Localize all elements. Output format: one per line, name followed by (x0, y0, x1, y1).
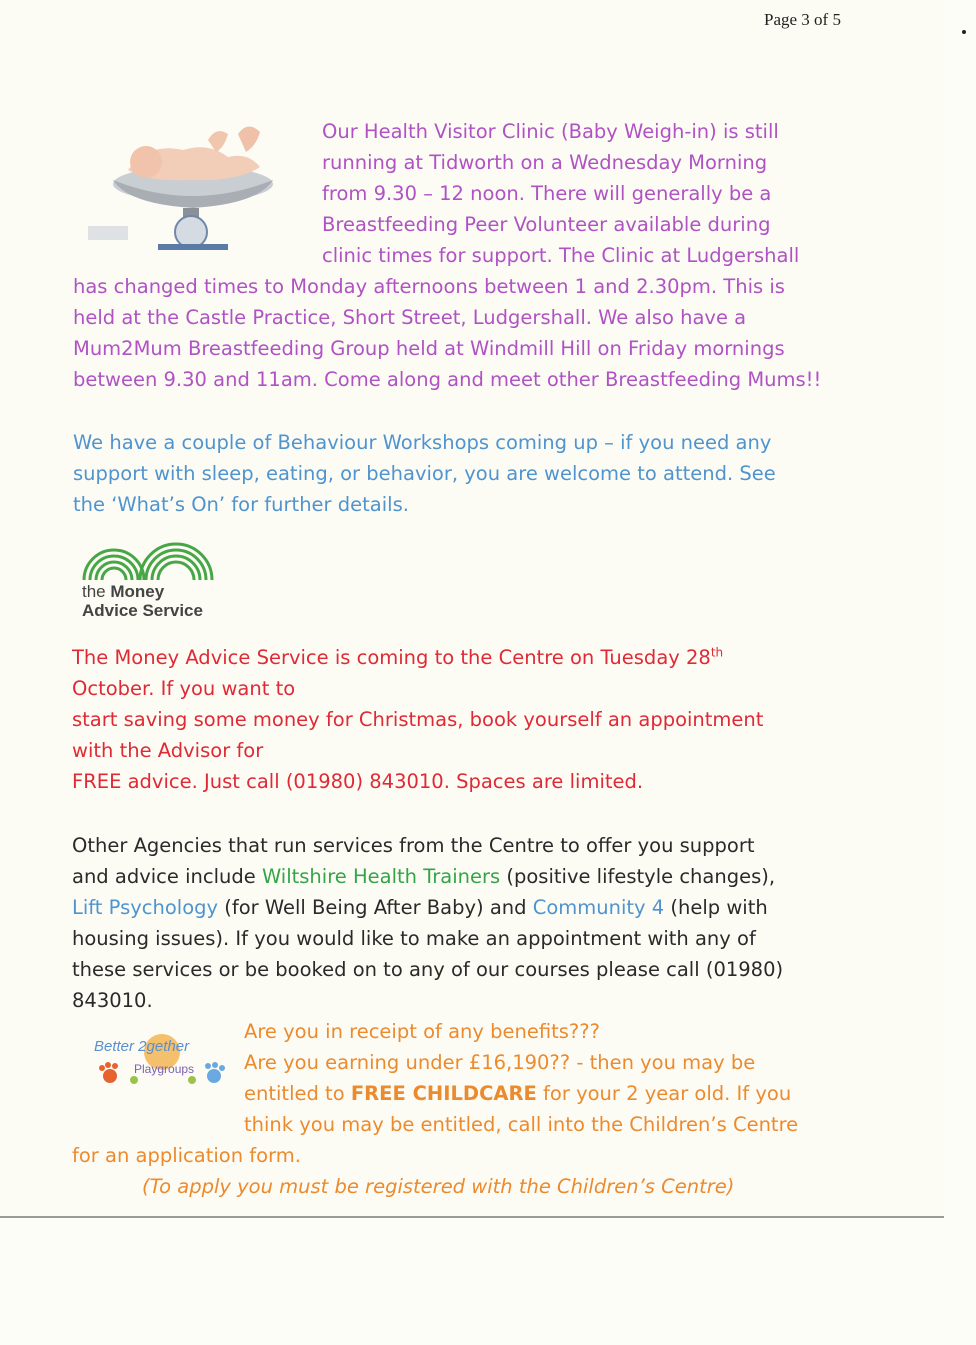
logo-subtitle: Playgroups (134, 1062, 195, 1076)
logo-title: Better 2gether (94, 1038, 190, 1055)
agencies-line-3-mid: (for Well Being After Baby) and (218, 896, 533, 919)
agencies-line-3 (72, 892, 768, 923)
clinic-line-1: Our Health Visitor Clinic (Baby Weigh-in) is still (322, 120, 779, 143)
childcare-line-4: think you may be entitled, call into the Children’s Centre (244, 1113, 799, 1136)
childcare-line-1: Are you in receipt of any benefits??? (244, 1020, 600, 1043)
agencies-line-1: Other Agencies that run services from the Centre to offer you support (72, 834, 755, 857)
clinic-line-9: between 9.30 and 11am. Come along and meet other Breastfeeding Mums!! (73, 368, 822, 391)
workshops-line-1: We have a couple of Behaviour Workshops coming up – if you need any (73, 431, 772, 454)
free-childcare: FREE CHILDCARE (350, 1082, 537, 1105)
lift-psychology: Lift Psychology (72, 896, 219, 919)
agencies-line-2-post: (positive lifestyle changes), (500, 865, 776, 888)
money-date-suffix: th (710, 645, 724, 660)
childcare-note: (To apply you must be registered with the Children’s Centre) (142, 1175, 735, 1198)
clinic-line-2: running at Tidworth on a Wednesday Morning (322, 151, 768, 174)
rainbow-arches-icon (80, 530, 230, 582)
page-number: Page 3 of 5 (764, 10, 841, 29)
logo-word-money: Money (110, 582, 165, 601)
agencies-line-5: these services or be booked on to any of our courses please call (01980) (72, 958, 784, 981)
clinic-line-8: Mum2Mum Breastfeeding Group held at Windmill Hill on Friday mornings (73, 337, 785, 360)
agencies-line-4: housing issues). If you would like to make an appointment with any of (72, 927, 756, 950)
wiltshire-health-trainers: Wiltshire Health Trainers (261, 865, 501, 888)
clinic-line-5: clinic times for support. The Clinic at Ludgershall (322, 244, 800, 267)
childcare-line-3 (244, 1078, 791, 1109)
clinic-line-7: held at the Castle Practice, Short Street, Ludgershall. We also have a (73, 306, 747, 329)
logo-word-the: the (82, 582, 106, 601)
workshops-line-3: the ‘What’s On’ for further details. (73, 493, 409, 516)
money-line-3: start saving some money for Christmas, book yourself an appointment (72, 708, 764, 731)
childcare-line-5: for an application form. (72, 1144, 301, 1167)
scan-mark (962, 30, 966, 34)
agencies-line-6: 843010. (72, 989, 153, 1012)
money-line-2: October. If you want to (72, 677, 296, 700)
childcare-line-2: Are you earning under £16,190?? - then you may be (244, 1051, 756, 1074)
money-line-4: with the Advisor for (72, 739, 264, 762)
logo-line-2: Advice Service (82, 601, 203, 620)
clinic-line-3: from 9.30 – 12 noon. There will generally be a (322, 182, 772, 205)
money-advice-service-logo (80, 530, 240, 630)
money-line-1 (72, 642, 723, 673)
baby-scale-image (88, 112, 298, 252)
agencies-line-2 (72, 861, 775, 892)
agencies-line-3-post: (help with (664, 896, 768, 919)
clinic-line-4: Breastfeeding Peer Volunteer available during (322, 213, 771, 236)
childcare-line-3-post: for your 2 year old. If you (536, 1082, 792, 1105)
better-together-logo (88, 1030, 236, 1100)
childcare-line-3-pre: entitled to (244, 1082, 351, 1105)
agencies-line-2-pre: and advice include (72, 865, 262, 888)
workshops-line-2: support with sleep, eating, or behavior, you are welcome to attend. See (73, 462, 776, 485)
clinic-line-6: has changed times to Monday afternoons between 1 and 2.30pm. This is (73, 275, 785, 298)
money-line-5: FREE advice. Just call (01980) 843010. Spaces are limited. (72, 770, 644, 793)
logo-wordmark (82, 582, 203, 620)
money-line-1-text: The Money Advice Service is coming to the Centre on Tuesday 28 (72, 646, 711, 669)
community-4: Community 4 (532, 896, 665, 919)
